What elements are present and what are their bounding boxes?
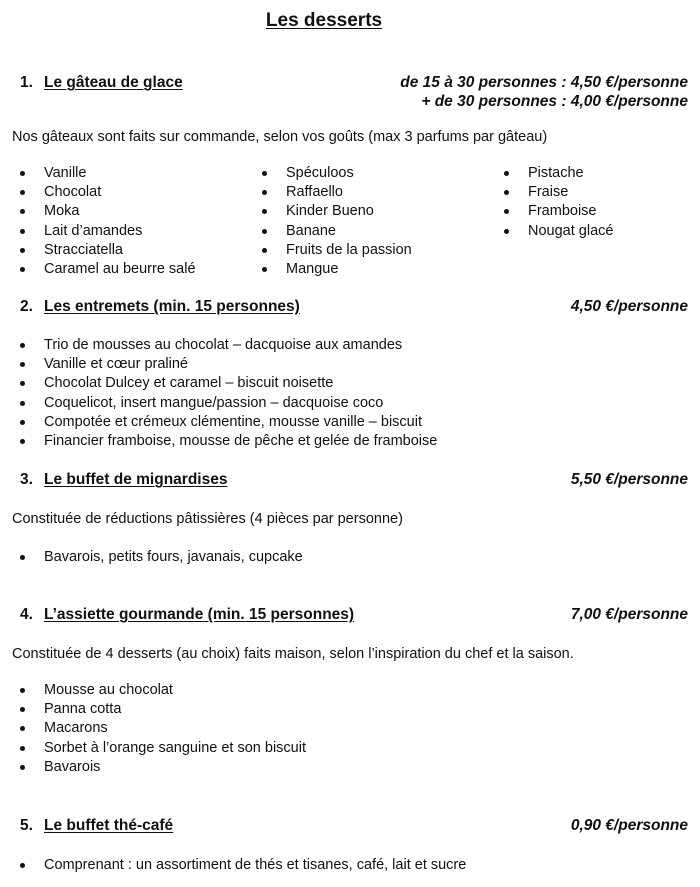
list-item [20, 164, 196, 183]
list-item-text: Raffaello [286, 184, 343, 201]
list-item [20, 719, 306, 738]
list-item [262, 260, 412, 279]
list-item [20, 222, 196, 241]
list-item-text: Sorbet à l’orange sanguine et son biscuit [44, 739, 306, 756]
bullet-icon [262, 209, 267, 214]
mignardises-list [20, 548, 303, 567]
list-item [20, 681, 306, 700]
flavor-list-column-3 [504, 164, 613, 241]
list-item-text: Stracciatella [44, 241, 123, 258]
bullet-icon [504, 190, 509, 195]
bullet-icon [20, 381, 25, 386]
list-item-text: Caramel au beurre salé [44, 260, 196, 277]
list-item-text: Spéculoos [286, 165, 354, 181]
the-cafe-list [20, 856, 466, 875]
flavor-list-column-2 [262, 164, 412, 279]
bullet-icon [262, 190, 267, 195]
list-item-text: Macarons [44, 720, 108, 737]
bullet-icon [20, 688, 25, 693]
section-title: Le buffet de mignardises [44, 471, 228, 488]
list-item-text: Kinder Bueno [286, 203, 374, 220]
list-item-text: Framboise [528, 203, 597, 220]
section-1-heading [20, 74, 183, 92]
section-title: Le buffet thé-café [44, 817, 174, 834]
bullet-icon [504, 209, 509, 214]
list-item-text: Coquelicot, insert mangue/passion – dacquoise coco [44, 394, 384, 411]
list-item-text: Panna cotta [44, 701, 122, 718]
bullet-icon [20, 726, 25, 731]
list-item-text: Compotée et crémeux clémentine, mousse vanille – biscuit [44, 413, 422, 430]
section-4-price: 7,00 €/personne [570, 606, 688, 623]
bullet-icon [20, 707, 25, 712]
bullet-icon [20, 343, 25, 348]
bullet-icon [20, 209, 25, 214]
list-item [20, 856, 466, 875]
list-item-text: Bavarois, petits fours, javanais, cupcake [44, 549, 303, 565]
list-item-text: Mousse au chocolat [44, 682, 173, 698]
list-item-text: Chocolat [44, 184, 102, 201]
section-3-intro: Constituée de réductions pâtissières (4 pièces par personne) [12, 511, 403, 527]
section-number: 1. [20, 74, 33, 91]
list-item [262, 202, 412, 221]
bullet-icon [504, 229, 509, 234]
bullet-icon [20, 229, 25, 234]
list-item-text: Pistache [528, 165, 584, 181]
bullet-icon [20, 267, 25, 272]
bullet-icon [20, 746, 25, 751]
list-item [262, 183, 412, 202]
list-item [504, 164, 613, 183]
list-item-text: Trio de mousses au chocolat – dacquoise aux amandes [44, 337, 403, 353]
bullet-icon [20, 765, 25, 770]
list-item-text: Mangue [286, 260, 339, 277]
list-item-text: Financier framboise, mousse de pêche et gelée de framboise [44, 432, 438, 449]
section-1-price-tier-2: + de 30 personnes : 4,00 €/personne [421, 93, 688, 110]
section-5-price: 0,90 €/personne [570, 817, 688, 834]
list-item [504, 222, 613, 241]
list-item [20, 355, 437, 374]
section-2-heading [20, 298, 300, 316]
section-3-price: 5,50 €/personne [570, 471, 688, 488]
section-1-price-tier-1: de 15 à 30 personnes : 4,50 €/personne [400, 74, 688, 91]
section-2-price: 4,50 €/personne [570, 298, 688, 315]
list-item-text: Vanille et cœur praliné [44, 356, 188, 373]
list-item [20, 260, 196, 279]
bullet-icon [262, 267, 267, 272]
section-4-intro: Constituée de 4 desserts (au choix) faits maison, selon l’inspiration du chef et la saison. [12, 646, 574, 662]
section-title: L’assiette gourmande (min. 15 personnes) [44, 606, 355, 623]
list-item [20, 241, 196, 260]
list-item [504, 202, 613, 221]
list-item-text: Lait d’amandes [44, 222, 143, 239]
list-item-text: Comprenant : un assortiment de thés et tisanes, café, lait et sucre [44, 857, 467, 873]
section-4-heading [20, 606, 354, 624]
bullet-icon [20, 555, 25, 560]
list-item [20, 413, 437, 432]
section-number: 2. [20, 298, 33, 315]
bullet-icon [20, 171, 25, 176]
list-item [20, 548, 303, 567]
bullet-icon [504, 171, 509, 176]
list-item [262, 222, 412, 241]
list-item-text: Moka [44, 203, 80, 220]
entremets-list [20, 336, 437, 451]
section-1-intro: Nos gâteaux sont faits sur commande, selon vos goûts (max 3 parfums par gâteau) [12, 129, 548, 145]
bullet-icon [20, 190, 25, 195]
section-title: Les entremets (min. 15 personnes) [44, 298, 300, 315]
section-number: 5. [20, 817, 33, 834]
bullet-icon [20, 863, 25, 868]
section-number: 4. [20, 606, 33, 623]
list-item [504, 183, 613, 202]
bullet-icon [20, 439, 25, 444]
list-item [262, 164, 412, 183]
list-item [20, 202, 196, 221]
list-item [20, 758, 306, 777]
bullet-icon [20, 362, 25, 367]
list-item-text: Fraise [528, 184, 569, 201]
assiette-gourmande-list [20, 681, 306, 777]
list-item [20, 700, 306, 719]
list-item [20, 739, 306, 758]
list-item [20, 336, 437, 355]
page-title: Les desserts [265, 10, 383, 31]
list-item-text: Vanille [44, 165, 87, 181]
list-item [20, 432, 437, 451]
bullet-icon [262, 229, 267, 234]
list-item-text: Bavarois [44, 758, 101, 775]
section-5-heading [20, 817, 173, 835]
list-item [262, 241, 412, 260]
bullet-icon [20, 401, 25, 406]
list-item [20, 183, 196, 202]
section-title: Le gâteau de glace [44, 74, 183, 91]
list-item-text: Banane [286, 222, 336, 239]
bullet-icon [262, 171, 267, 176]
list-item-text: Nougat glacé [528, 222, 614, 239]
section-number: 3. [20, 471, 33, 488]
list-item [20, 394, 437, 413]
bullet-icon [20, 420, 25, 425]
list-item-text: Chocolat Dulcey et caramel – biscuit noisette [44, 375, 334, 392]
flavor-list-column-1 [20, 164, 196, 279]
list-item [20, 374, 437, 393]
bullet-icon [20, 248, 25, 253]
section-3-heading [20, 471, 227, 489]
bullet-icon [262, 248, 267, 253]
list-item-text: Fruits de la passion [286, 241, 412, 258]
